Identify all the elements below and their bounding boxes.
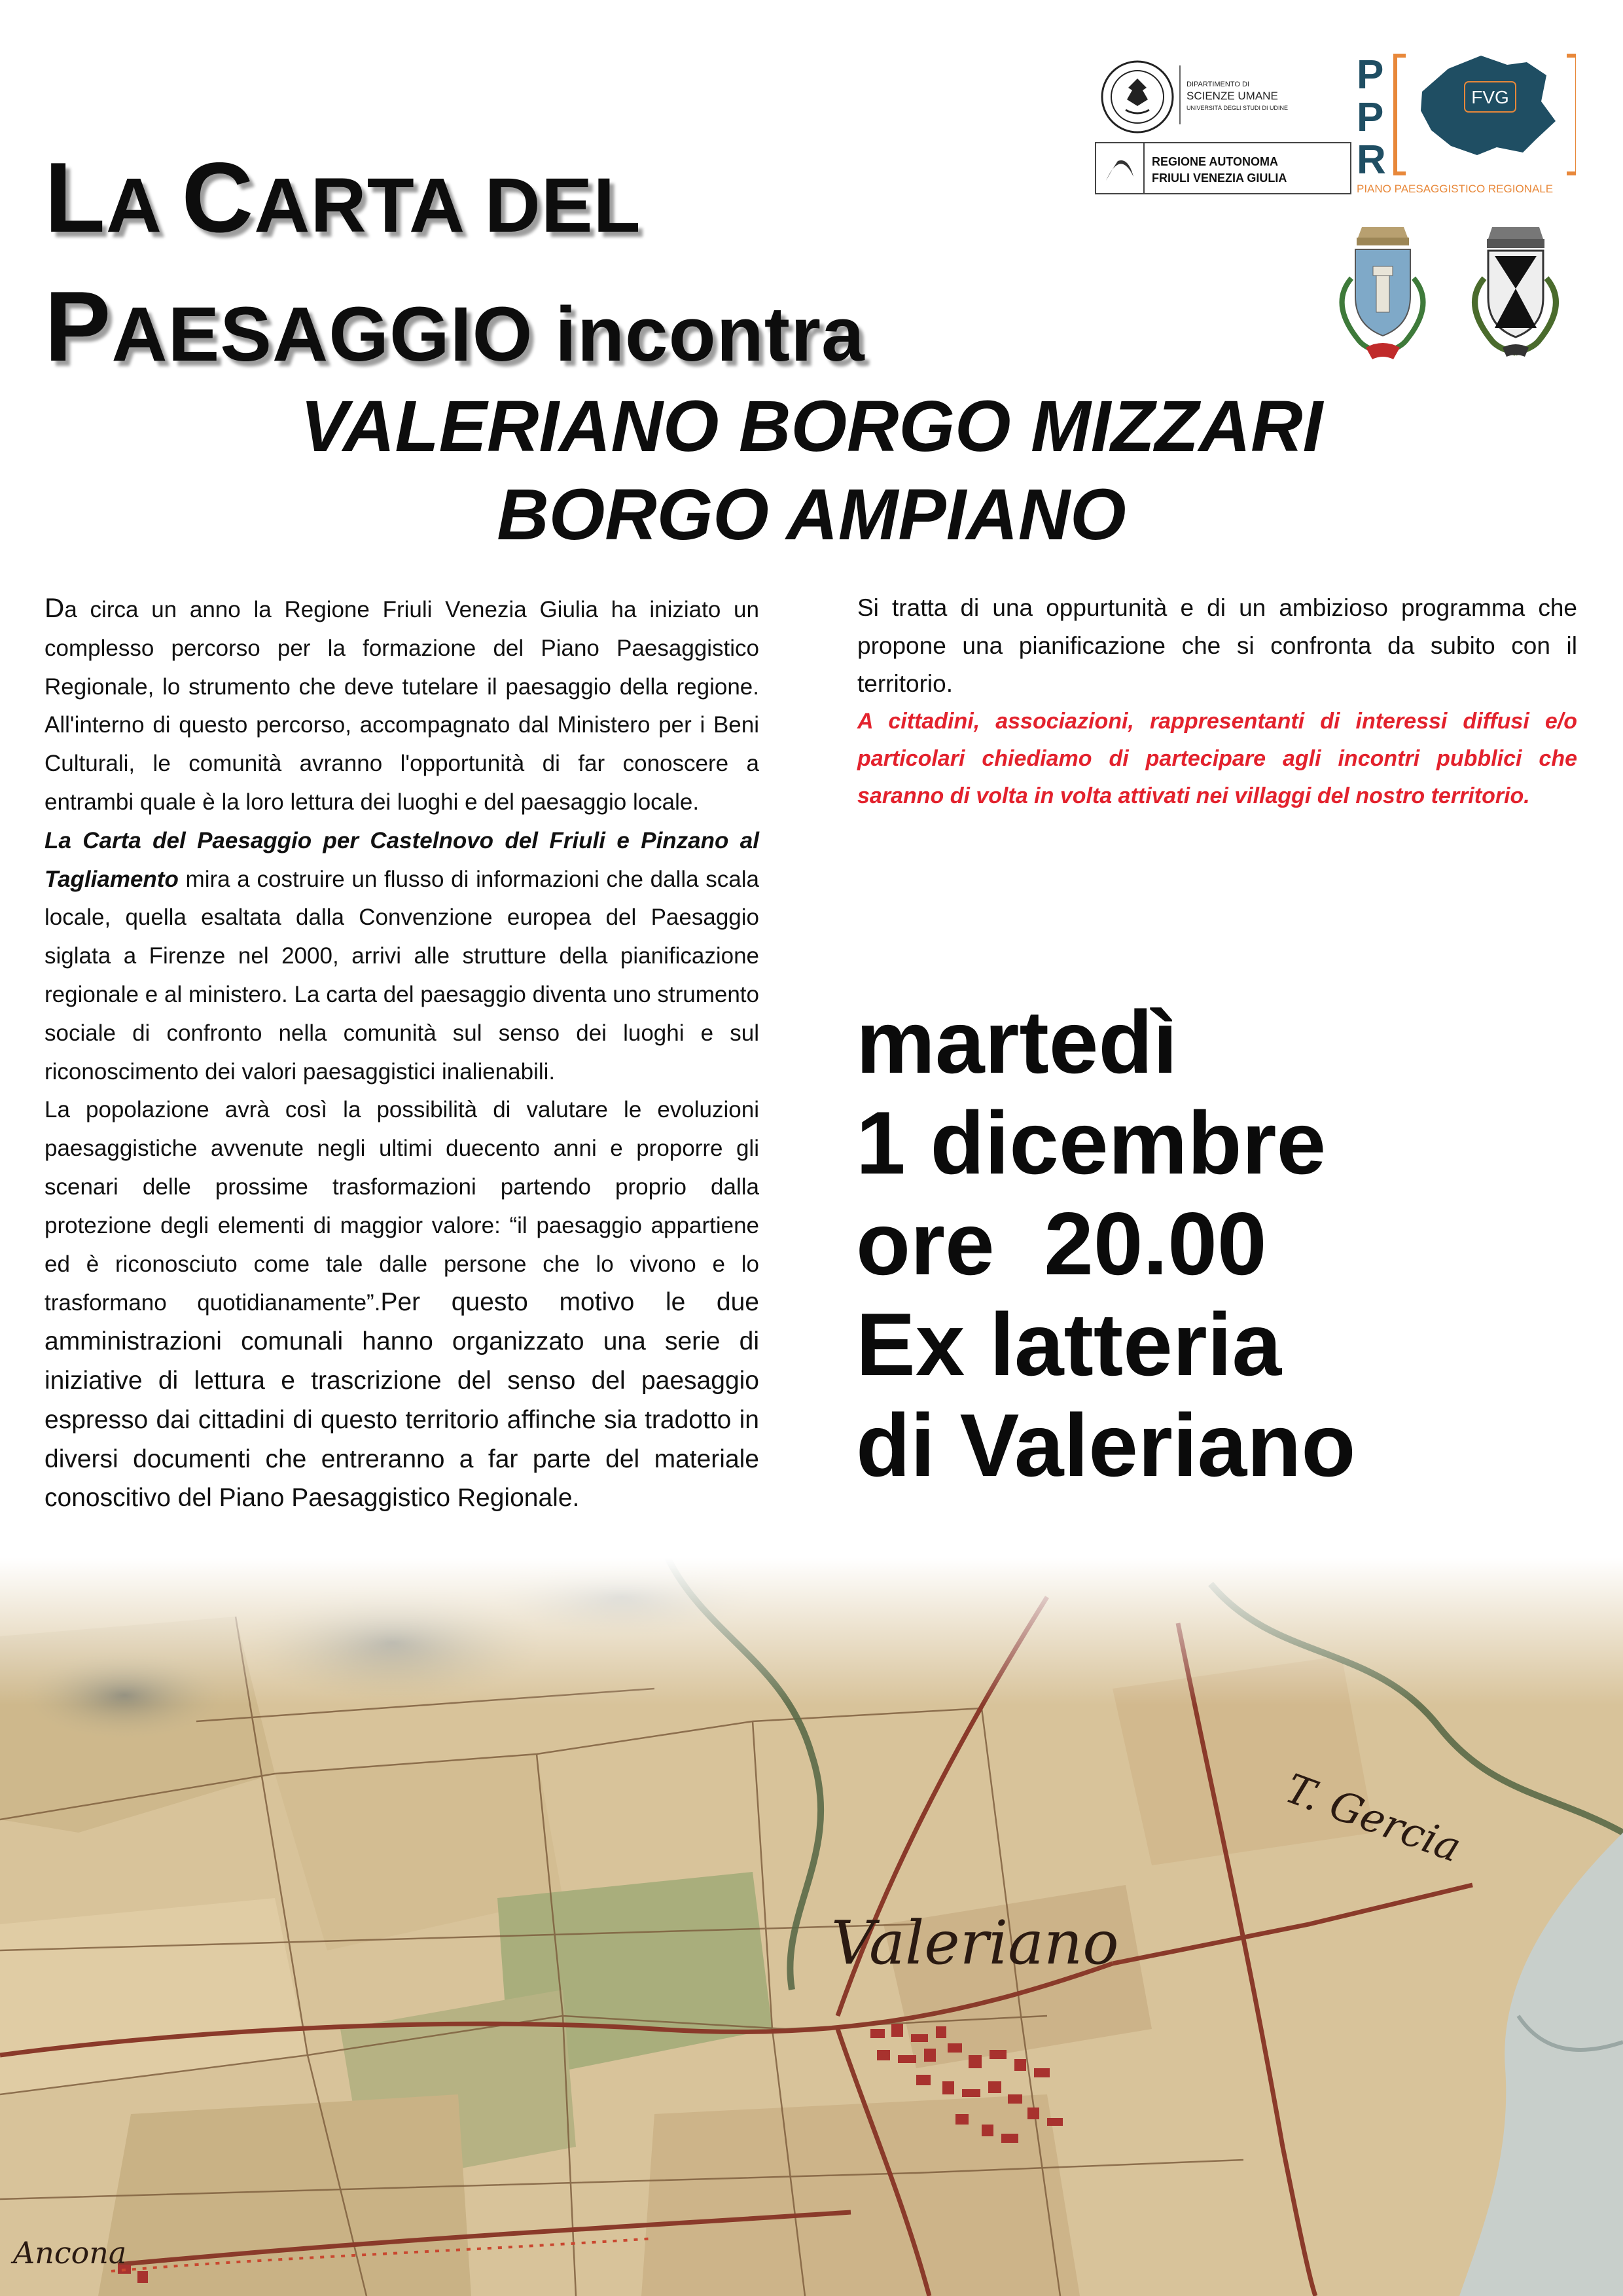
region-line-1: REGIONE AUTONOMA (1152, 155, 1279, 168)
program-text-column (857, 589, 1577, 815)
paragraph-opportunity: Si tratta di una oppurtunità e di un ambizioso programma che propone una pianificazione che si confronta da subito con il territorio. (857, 594, 1577, 697)
region-logo-box (1096, 143, 1351, 194)
event-details (856, 992, 1355, 1496)
svg-text:R: R (1357, 137, 1386, 183)
coat-of-arms-pinzano (1458, 226, 1573, 363)
page-title (45, 137, 865, 395)
event-day: martedì (856, 992, 1178, 1092)
ppr-caption: PIANO PAESAGGISTICO REGIONALE (1357, 183, 1554, 195)
region-line-2: FRIULI VENEZIA GIULIA (1152, 171, 1287, 185)
paragraph-intro: Da circa un anno la Regione Friuli Venezia Giulia ha iniziato un complesso percorso per la formazione del Piano Paesaggistico Regionale, lo strumento che deve tutelare il paesaggio della regione. All'interno di questo percorso, accompagnato dal Ministero per i Beni Culturali, le comunità avranno l'opportunità di far conoscere a entrambi quale è la loro lettura dei luoghi e del paesaggio locale. (45, 592, 759, 815)
paragraph-appeal: A cittadini, associazioni, rappresentanti di interessi diffusi e/o particolari chiediamo di partecipare agli incontri pubblici che saranno di volta in volta attivati nei villaggi del nostro territorio. (857, 709, 1577, 808)
coat-of-arms-castelnovo (1325, 226, 1440, 363)
historic-map-image (0, 1558, 1623, 2296)
svg-text:P: P (1357, 95, 1384, 140)
dept-line-2: SCIENZE UMANE (1186, 90, 1278, 102)
subtitle-line-1: VALERIANO BORGO MIZZARI (300, 386, 1323, 467)
fvg-badge: FVG (1471, 87, 1509, 107)
dept-line-3: UNIVERSITÀ DEGLI STUDI DI UDINE (1186, 105, 1289, 111)
subtitle-line-2: BORGO AMPIANO (497, 475, 1126, 555)
title-line-1: LA CARTA DEL (45, 142, 641, 253)
svg-text:P: P (1357, 52, 1384, 98)
ppr-logo (1357, 52, 1576, 195)
intro-text-column (45, 589, 759, 1518)
university-seal-logo (1102, 62, 1173, 132)
title-line-2: PAESAGGIO incontra (45, 271, 865, 382)
event-venue-line-2: di Valeriano (856, 1395, 1356, 1495)
partner-logos (1092, 52, 1576, 209)
event-date: 1 dicembre (856, 1093, 1327, 1193)
event-venue-line-1: Ex latteria (856, 1295, 1282, 1394)
paragraph-popolazione: La popolazione avrà così la possibilità di valutare le evoluzioni paesaggistiche avvenute negli ultimi duecento anni e proporre gli scenari delle prossime trasformazioni partendo proprio dalla protezione degli elementi di maggior valore: “il paesaggio appartiene ed è riconosciuto come tale dalle persone che lo vivono e lo trasformano quotidianamente”.Per questo motivo le due amministrazioni comunali hanno organizzato una serie di iniziative di lettura e trascrizione del senso del paesaggio espresso dai cittadini di questo territorio affinche sia tradotto in diversi documenti che entreranno a far parte del materiale conoscitivo del Piano Paesaggistico Regionale. (45, 1097, 759, 1513)
paragraph-carta: La Carta del Paesaggio per Castelnovo del Friuli e Pinzano al Tagliamento mira a costruire un flusso di informazioni che dalla scala locale, quella esaltata dalla Convenzione europea del Paesaggio siglata a Firenze nel 2000, arrivi alle strutture della pianificazione regionale e al ministero. La carta del paesaggio diventa uno strumento sociale di confronto nella comunità sul senso dei luoghi e sul riconoscimento dei valori paesaggistici inalienabili. (45, 827, 759, 1085)
dept-line-1: DIPARTIMENTO DI (1186, 81, 1249, 88)
event-time: ore 20.00 (856, 1194, 1267, 1293)
